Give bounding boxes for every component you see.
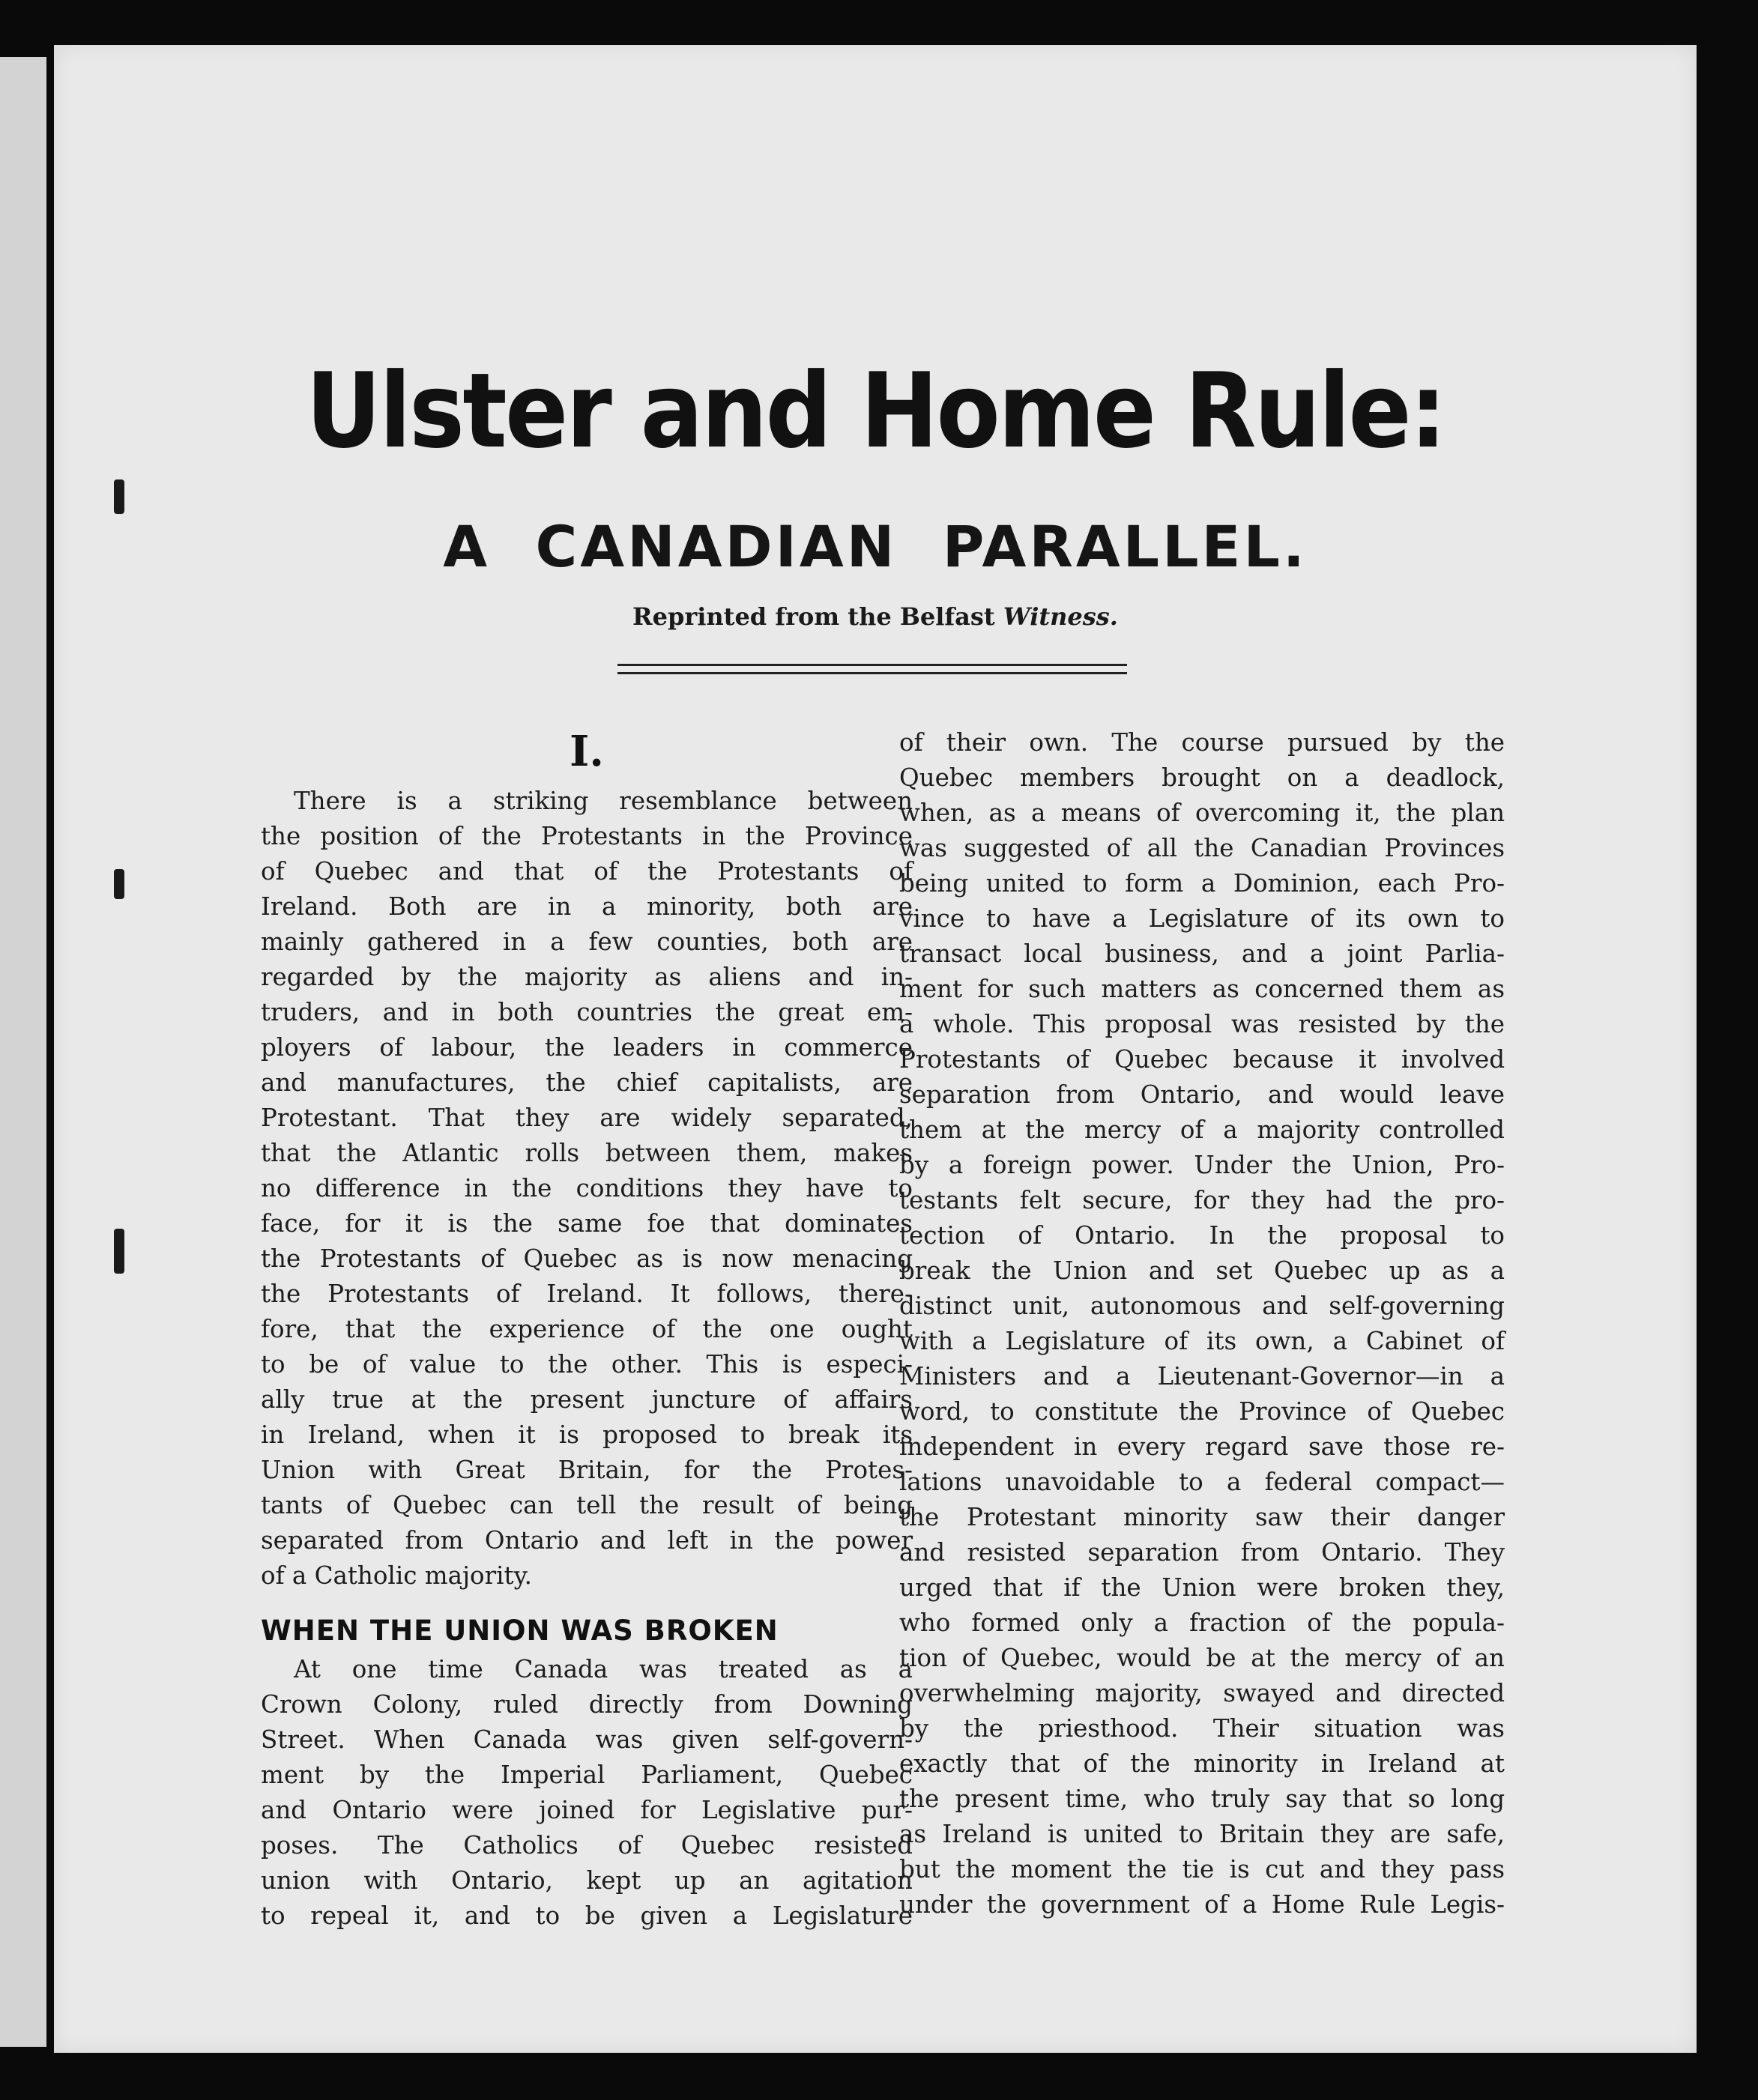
- text-line: the present time, who truly say that so long: [899, 1785, 1505, 1813]
- text-line: tants of Quebec can tell the result of being: [261, 1491, 913, 1519]
- text-line: ment by the Imperial Parliament, Quebec: [261, 1761, 913, 1789]
- text-line: that the Atlantic rolls between them, makes: [261, 1139, 913, 1167]
- text-line: truders, and in both countries the great em-: [261, 998, 913, 1026]
- text-line: Protestant. That they are widely separated,: [261, 1104, 913, 1132]
- text-line: tion of Quebec, would be at the mercy of an: [899, 1644, 1505, 1672]
- text-line: but the moment the tie is cut and they pass: [899, 1855, 1505, 1883]
- text-line: At one time Canada was treated as a: [294, 1655, 913, 1683]
- binding-mark: [114, 479, 124, 514]
- text-line: ment for such matters as concerned them as: [899, 975, 1505, 1003]
- text-line: no difference in the conditions they have to: [261, 1174, 913, 1202]
- text-line: to be of value to the other. This is especi-: [261, 1350, 913, 1379]
- text-line: and resisted separation from Ontario. They: [899, 1538, 1505, 1567]
- title-double-rule: [617, 664, 1127, 674]
- text-line: a whole. This proposal was resisted by the: [899, 1010, 1505, 1038]
- text-line: and Ontario were joined for Legislative pur-: [261, 1796, 913, 1824]
- text-line: vince to have a Legislature of its own to: [899, 904, 1505, 933]
- previous-page-edge: [0, 57, 46, 2047]
- document-page: [54, 45, 1697, 2053]
- reprint-credit: [54, 602, 1697, 631]
- text-line: Ireland. Both are in a minority, both are: [261, 892, 913, 921]
- section-subheading: WHEN THE UNION WAS BROKEN: [261, 1615, 779, 1647]
- text-line: Union with Great Britain, for the Protes-: [261, 1456, 913, 1484]
- text-line: independent in every regard save those re-: [899, 1432, 1505, 1461]
- text-line: face, for it is the same foe that dominates: [261, 1209, 913, 1238]
- text-line: of their own. The course pursued by the: [899, 728, 1505, 757]
- text-line: Protestants of Quebec because it involved: [899, 1045, 1505, 1074]
- text-line: regarded by the majority as aliens and in-: [261, 963, 913, 991]
- text-line: urged that if the Union were broken they,: [899, 1573, 1505, 1602]
- text-line: by a foreign power. Under the Union, Pro-: [899, 1151, 1505, 1179]
- text-line: lations unavoidable to a federal compact—: [899, 1468, 1505, 1496]
- text-line: break the Union and set Quebec up as a: [899, 1256, 1505, 1285]
- text-line: separation from Ontario, and would leave: [899, 1080, 1505, 1109]
- text-line: the Protestants of Ireland. It follows, there-: [261, 1280, 913, 1308]
- text-line: poses. The Catholics of Quebec resisted: [261, 1831, 913, 1860]
- text-line: of Quebec and that of the Protestants of: [261, 857, 913, 886]
- text-line: the Protestant minority saw their danger: [899, 1503, 1505, 1531]
- text-line: fore, that the experience of the one ought: [261, 1315, 913, 1343]
- right-column: [899, 725, 1505, 1922]
- text-line: by the priesthood. Their situation was: [899, 1714, 1505, 1743]
- text-line: and manufactures, the chief capitalists, are: [261, 1068, 913, 1097]
- left-column: [261, 719, 913, 1934]
- text-line: distinct unit, autonomous and self-governing: [899, 1292, 1505, 1320]
- text-line: There is a striking resemblance between: [294, 787, 913, 815]
- text-line: mainly gathered in a few counties, both are: [261, 928, 913, 956]
- text-line: who formed only a fraction of the popula-: [899, 1609, 1505, 1637]
- text-line: Ministers and a Lieutenant-Governor—in a: [899, 1362, 1505, 1391]
- text-line: of a Catholic majority.: [261, 1561, 532, 1590]
- text-line: with a Legislature of its own, a Cabinet of: [899, 1327, 1505, 1355]
- paragraph-1: [261, 784, 913, 1594]
- text-line: them at the mercy of a majority controlled: [899, 1116, 1505, 1144]
- text-line: Street. When Canada was given self-govern-: [261, 1725, 913, 1754]
- text-line: as Ireland is united to Britain they are safe,: [899, 1820, 1505, 1848]
- section-numeral: I.: [570, 727, 604, 776]
- paragraph-2: [261, 1652, 913, 1934]
- binding-mark: [114, 869, 124, 899]
- reprint-source: Witness.: [1003, 602, 1118, 631]
- reprint-prefix: Reprinted from the Belfast: [632, 602, 1003, 631]
- text-line: testants felt secure, for they had the pro-: [899, 1186, 1505, 1214]
- text-line: the Protestants of Quebec as is now menacing: [261, 1244, 913, 1273]
- text-line: to repeal it, and to be given a Legislature: [261, 1901, 913, 1930]
- text-line: word, to constitute the Province of Quebec: [899, 1397, 1505, 1426]
- text-line: was suggested of all the Canadian Provinces: [899, 834, 1505, 862]
- text-line: ally true at the present juncture of affairs: [261, 1385, 913, 1414]
- document-subtitle: A CANADIAN PARALLEL.: [443, 513, 1308, 580]
- text-line: when, as a means of overcoming it, the plan: [899, 799, 1505, 827]
- text-line: ployers of labour, the leaders in commerce: [261, 1033, 913, 1062]
- text-line: under the government of a Home Rule Legis-: [899, 1890, 1505, 1919]
- text-line: Crown Colony, ruled directly from Downing: [261, 1690, 913, 1719]
- document-title: Ulster and Home Rule:: [306, 351, 1445, 471]
- text-line: Quebec members brought on a deadlock,: [899, 763, 1505, 792]
- text-line: transact local business, and a joint Parlia-: [899, 939, 1505, 968]
- text-line: exactly that of the minority in Ireland at: [899, 1749, 1505, 1778]
- binding-mark: [114, 1229, 124, 1274]
- text-line: in Ireland, when it is proposed to break its: [261, 1420, 913, 1449]
- text-line: the position of the Protestants in the Province: [261, 822, 913, 850]
- text-line: separated from Ontario and left in the power: [261, 1526, 913, 1555]
- text-line: tection of Ontario. In the proposal to: [899, 1221, 1505, 1250]
- text-line: union with Ontario, kept up an agitation: [261, 1866, 913, 1895]
- text-line: being united to form a Dominion, each Pro-: [899, 869, 1505, 898]
- text-line: overwhelming majority, swayed and directed: [899, 1679, 1505, 1707]
